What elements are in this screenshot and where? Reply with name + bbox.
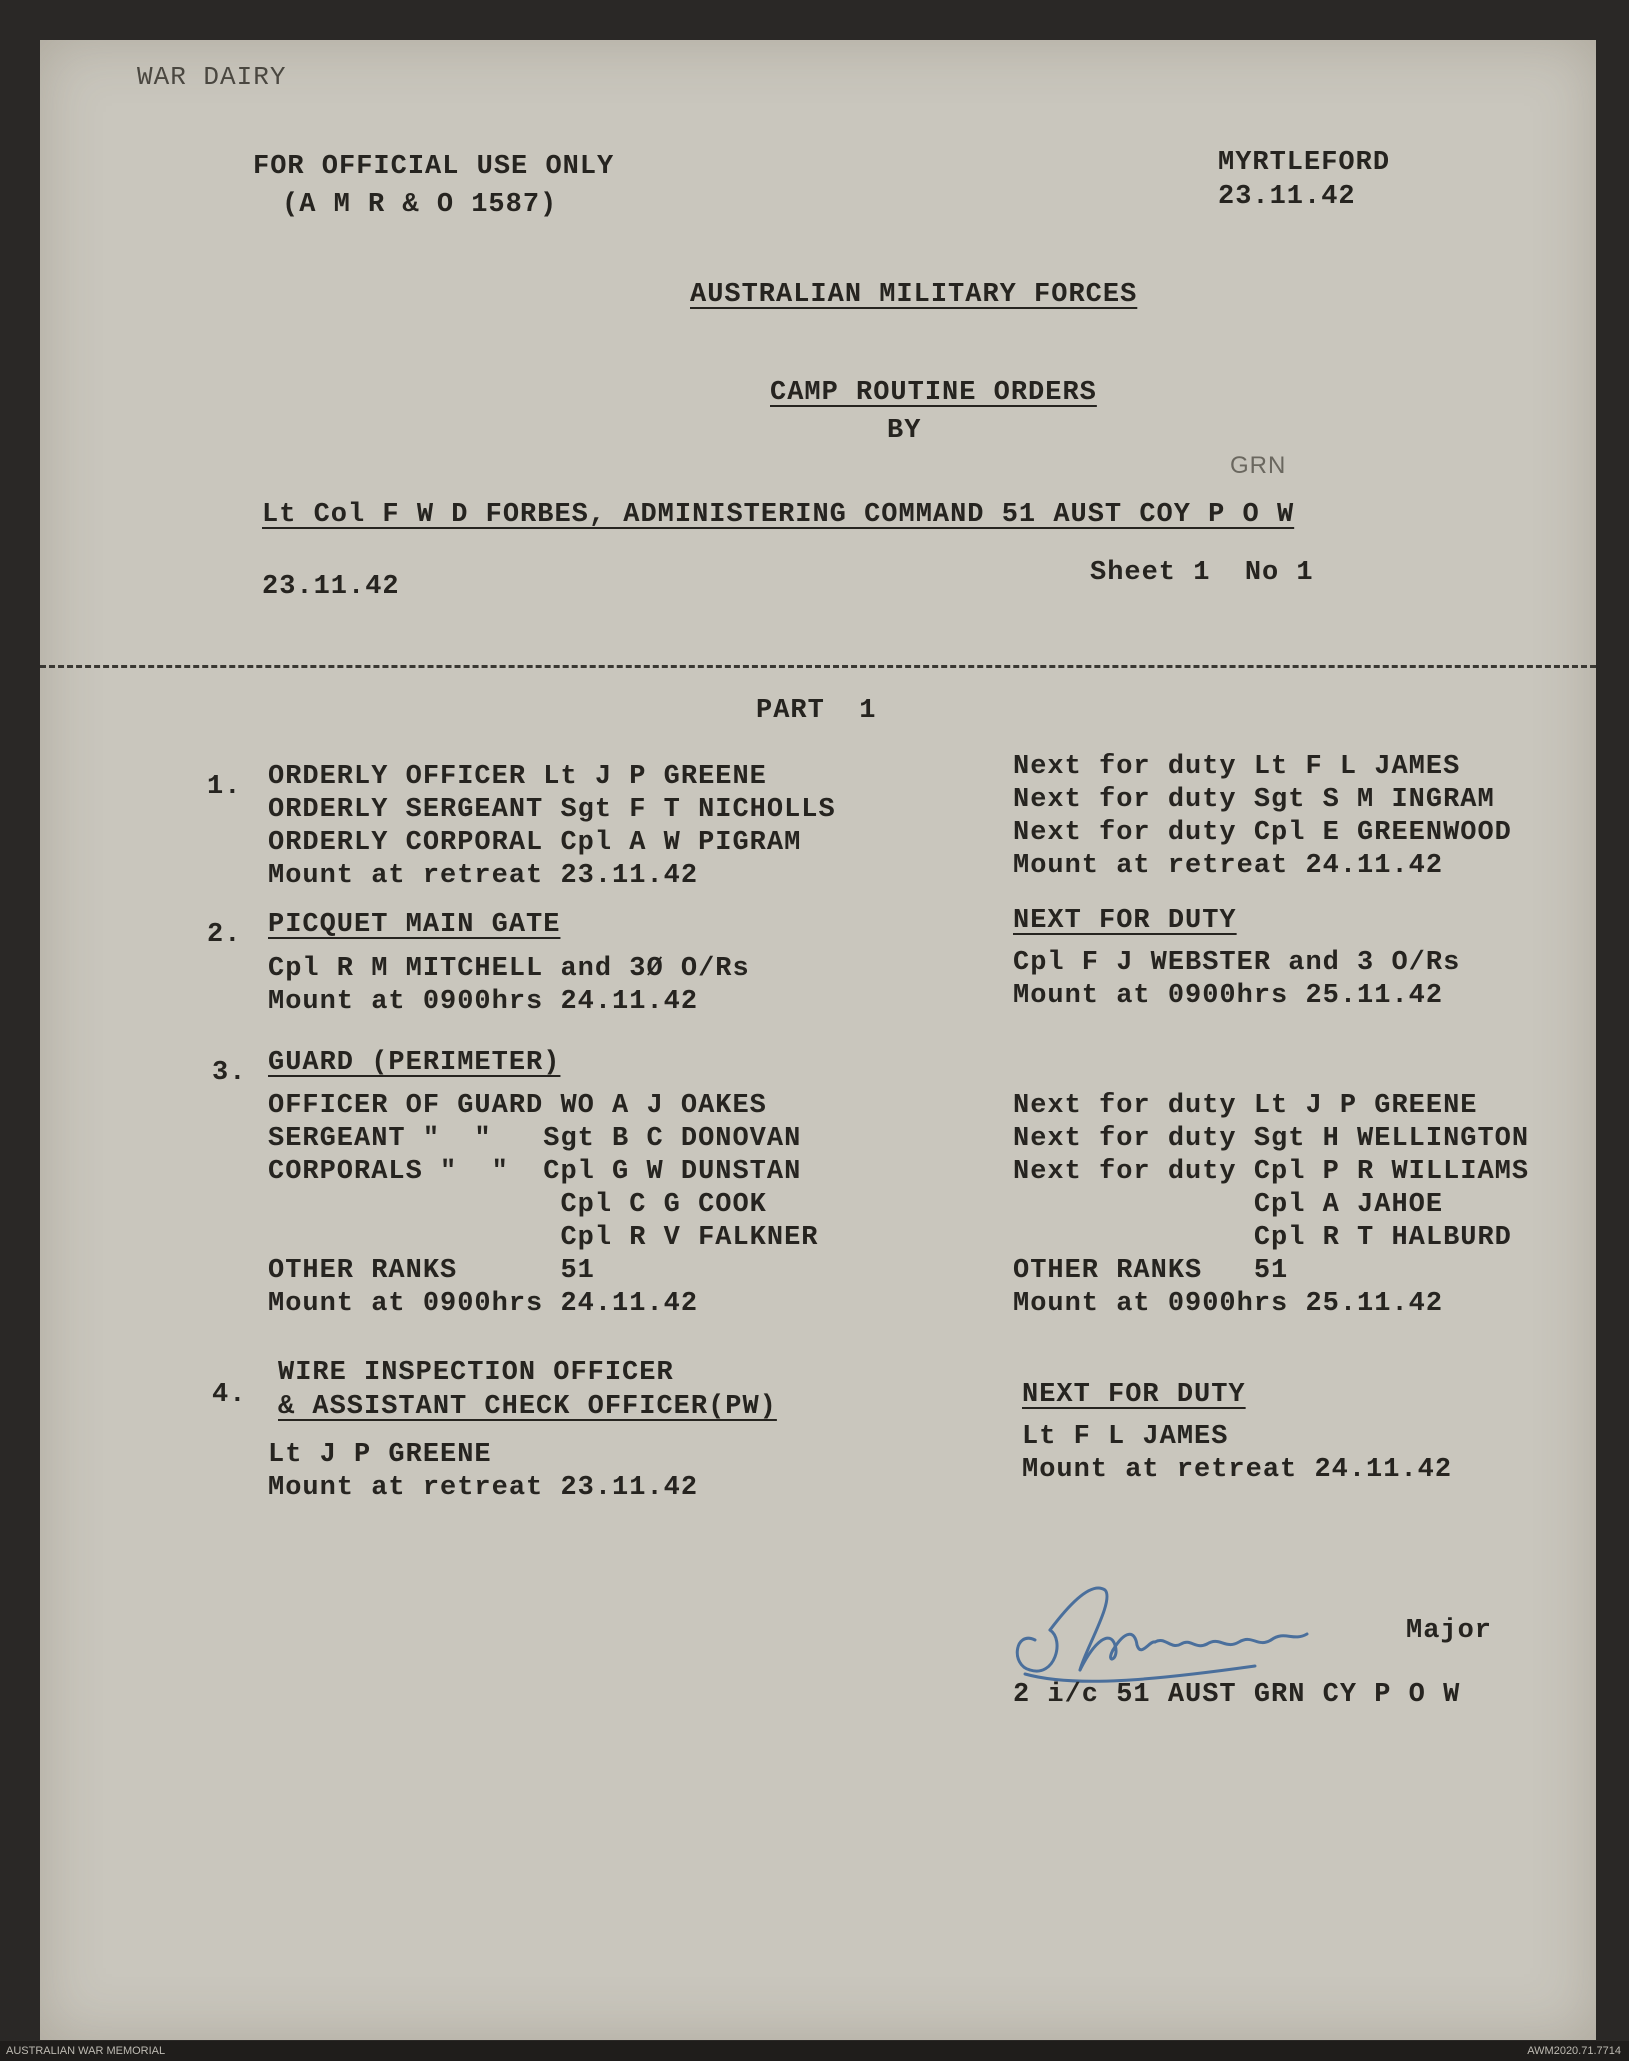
- document-page: [40, 40, 1596, 2040]
- item-1-next-2: Next for duty Sgt S M INGRAM: [1013, 785, 1495, 815]
- archive-name: AUSTRALIAN WAR MEMORIAL: [6, 2045, 166, 2057]
- item-1-next-4: Mount at retreat 24.11.42: [1013, 851, 1444, 881]
- item-2-next-1: Cpl F J WEBSTER and 3 O/Rs: [1013, 948, 1461, 978]
- item-4-line-2: Mount at retreat 23.11.42: [268, 1473, 699, 1503]
- item-3-next-5: Cpl R T HALBURD: [1013, 1223, 1512, 1253]
- archive-reference: AWM2020.71.7714: [1527, 2045, 1621, 2057]
- by-label: BY: [887, 416, 922, 446]
- item-3-next-6: OTHER RANKS 51: [1013, 1256, 1289, 1286]
- item-1-next-3: Next for duty Cpl E GREENWOOD: [1013, 818, 1512, 848]
- item-1-line-3: ORDERLY CORPORAL Cpl A W PIGRAM: [268, 828, 802, 858]
- item-3-line-4: Cpl C G COOK: [268, 1190, 767, 1220]
- item-3-next-4: Cpl A JAHOE: [1013, 1190, 1444, 1220]
- item-4-next-2: Mount at retreat 24.11.42: [1022, 1455, 1453, 1485]
- authority-reference: (A M R & O 1587): [282, 190, 558, 220]
- item-2-number: 2.: [207, 920, 242, 950]
- location: MYRTLEFORD: [1218, 148, 1391, 178]
- item-3-number: 3.: [212, 1058, 247, 1088]
- item-2-heading: PICQUET MAIN GATE: [268, 910, 561, 940]
- document-subtitle: CAMP ROUTINE ORDERS: [770, 378, 1097, 408]
- item-4-next-1: Lt F L JAMES: [1022, 1422, 1229, 1452]
- item-3-line-5: Cpl R V FALKNER: [268, 1223, 819, 1253]
- dashed-divider: [40, 665, 1596, 668]
- part-heading: PART 1: [756, 696, 877, 726]
- document-title: AUSTRALIAN MILITARY FORCES: [690, 280, 1138, 310]
- item-1-next-1: Next for duty Lt F L JAMES: [1013, 752, 1461, 782]
- item-4-heading-2: & ASSISTANT CHECK OFFICER(PW): [278, 1392, 777, 1422]
- item-3-line-3: CORPORALS " " Cpl G W DUNSTAN: [268, 1157, 802, 1187]
- archive-footer: [0, 2041, 1629, 2061]
- item-2-line-2: Mount at 0900hrs 24.11.42: [268, 987, 699, 1017]
- item-3-next-1: Next for duty Lt J P GREENE: [1013, 1091, 1478, 1121]
- item-2-line-1: Cpl R M MITCHELL and 3Ø O/Rs: [268, 954, 750, 984]
- item-1-line-2: ORDERLY SERGEANT Sgt F T NICHOLLS: [268, 795, 836, 825]
- war-diary-stamp: WAR DAIRY: [137, 62, 287, 92]
- item-2-next-heading: NEXT FOR DUTY: [1013, 906, 1237, 936]
- location-date: 23.11.42: [1218, 182, 1356, 212]
- item-4-next-heading: NEXT FOR DUTY: [1022, 1380, 1246, 1410]
- item-1-number: 1.: [207, 772, 242, 802]
- item-3-heading: GUARD (PERIMETER): [268, 1048, 561, 1078]
- item-2-next-2: Mount at 0900hrs 25.11.42: [1013, 981, 1444, 1011]
- item-4-number: 4.: [212, 1380, 247, 1410]
- item-1-line-4: Mount at retreat 23.11.42: [268, 861, 699, 891]
- item-3-line-1: OFFICER OF GUARD WO A J OAKES: [268, 1091, 767, 1121]
- signatory-rank: Major: [1406, 1616, 1493, 1646]
- item-4-line-1: Lt J P GREENE: [268, 1440, 492, 1470]
- command-line: Lt Col F W D FORBES, ADMINISTERING COMMAND 51 AUST COY P O W: [262, 500, 1295, 530]
- official-use-line: FOR OFFICIAL USE ONLY: [253, 152, 615, 182]
- item-3-next-2: Next for duty Sgt H WELLINGTON: [1013, 1124, 1530, 1154]
- item-3-line-7: Mount at 0900hrs 24.11.42: [268, 1289, 699, 1319]
- signatory-unit: 2 i/c 51 AUST GRN CY P O W: [1013, 1680, 1461, 1710]
- item-3-line-2: SERGEANT " " Sgt B C DONOVAN: [268, 1124, 802, 1154]
- item-3-line-6: OTHER RANKS 51: [268, 1256, 595, 1286]
- item-3-next-3: Next for duty Cpl P R WILLIAMS: [1013, 1157, 1530, 1187]
- order-date: 23.11.42: [262, 572, 400, 602]
- sheet-number: Sheet 1 No 1: [1090, 558, 1314, 588]
- item-1-line-1: ORDERLY OFFICER Lt J P GREENE: [268, 762, 767, 792]
- item-4-heading-1: WIRE INSPECTION OFFICER: [278, 1358, 674, 1388]
- item-3-next-7: Mount at 0900hrs 25.11.42: [1013, 1289, 1444, 1319]
- handwritten-insert-grn: GRN: [1230, 452, 1287, 479]
